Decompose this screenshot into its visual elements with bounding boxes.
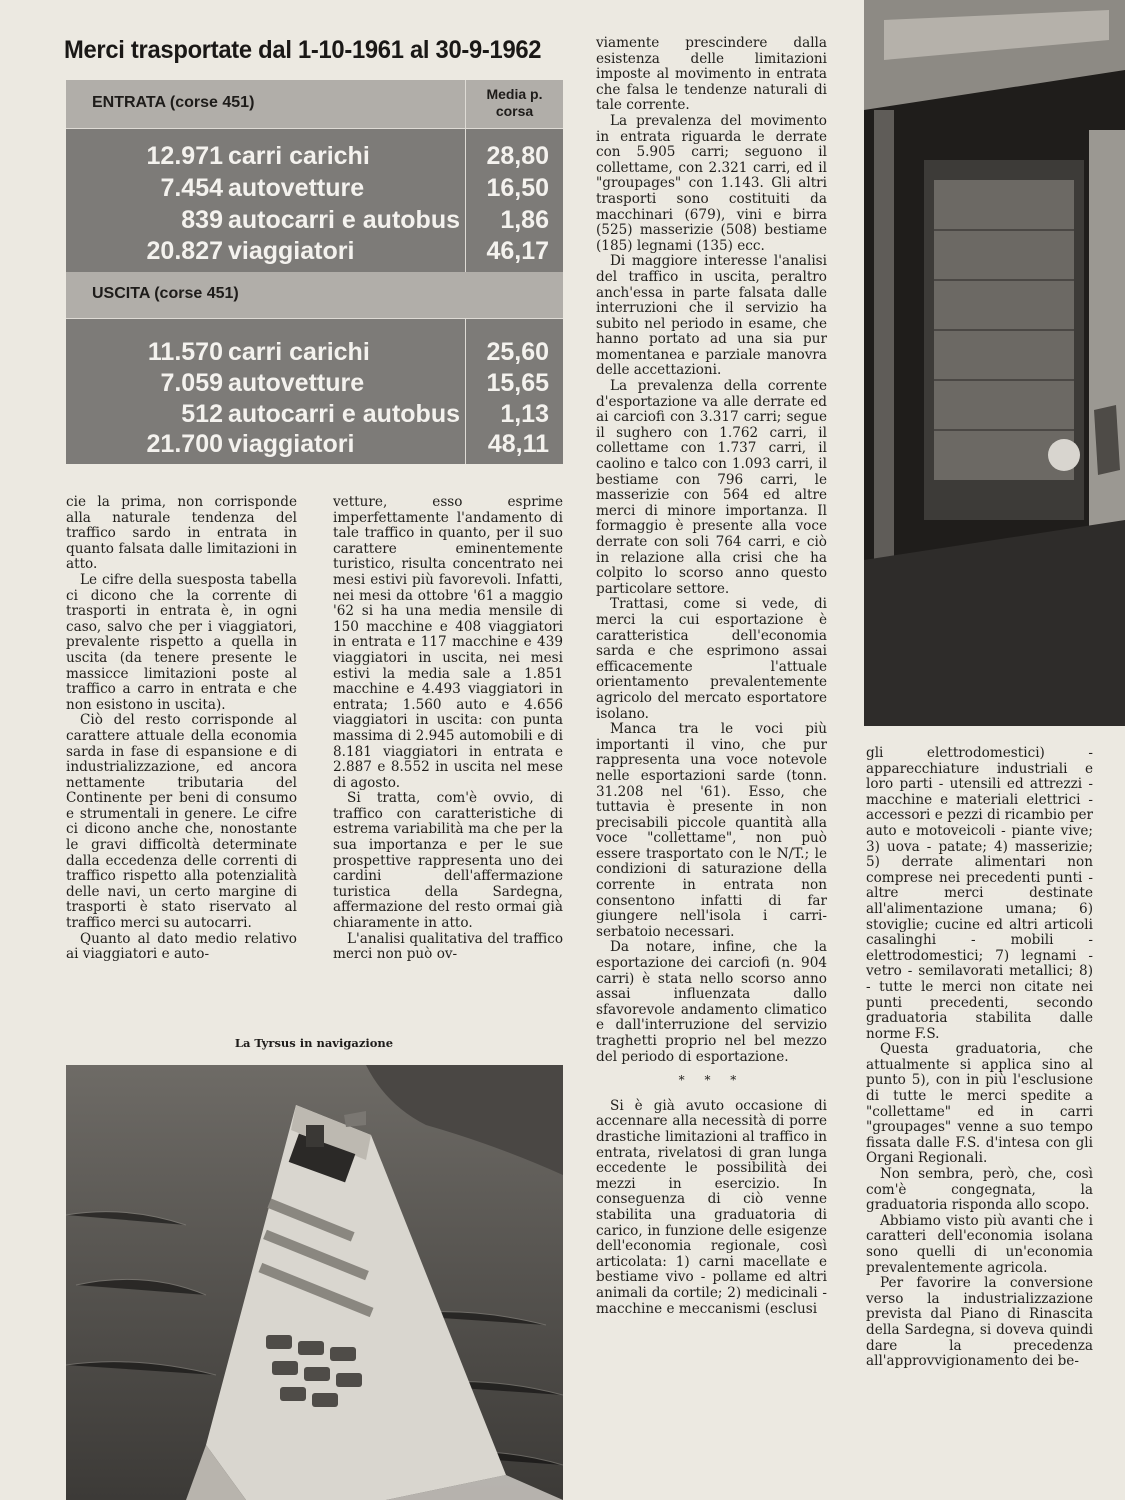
paragraph: Le cifre della suesposta tabella ci dicono che la corrente di trasporti in entrata è, in ogni caso, salvo che per i viaggiatori, prevalente rispetto a quella in uscita (da tenere presente le massicce limitazioni poste al traffico a carro in entrata e che non esistono in uscita). — [66, 571, 297, 713]
text-column-2 — [333, 495, 563, 963]
row-count: 839 — [181, 206, 223, 234]
table-row — [66, 174, 563, 205]
row-count: 20.827 — [146, 237, 223, 265]
headline: Merci trasportate dal 1-10-1961 al 30-9-1962 — [64, 36, 542, 64]
media-header-line1: Media p. — [486, 86, 543, 102]
row-count: 11.570 — [147, 338, 223, 366]
paragraph: Per favorire la conversione verso la industrializzazione prevista dal Piano di Rinascita della Sardegna, si doveva quindi dare la precedenza all'approvvigionamento dei be- — [866, 1275, 1093, 1370]
row-average: 1,86 — [500, 206, 549, 234]
row-average: 16,50 — [486, 174, 549, 202]
row-label: autocarri e autobus — [228, 206, 460, 234]
row-label: autovetture — [228, 369, 365, 397]
paragraph: Quanto al dato medio relativo ai viaggiatori e auto- — [66, 930, 297, 963]
media-header-line2: corsa — [495, 103, 534, 119]
row-label: autovetture — [228, 174, 365, 202]
ship-photo — [66, 1065, 563, 1500]
paragraph: Di maggiore interesse l'analisi del traffico in uscita, peraltro anch'essa in parte falsata dalle interruzioni che il servizio ha subito nel periodo in esame, che hanno portato ad una sia pur momentanea e parziale manovra delle accettazioni. — [596, 253, 827, 379]
row-count: 7.454 — [160, 174, 223, 202]
row-label: carri carichi — [228, 338, 370, 366]
row-average: 1,13 — [500, 400, 549, 428]
row-average: 15,65 — [486, 369, 549, 397]
paragraph: Non sembra, però, che, così com'è congegnata, la graduatoria risponda allo scopo. — [866, 1166, 1093, 1214]
paragraph: L'analisi qualitativa del traffico merci non può ov- — [333, 930, 563, 963]
ship-interior-photo — [864, 0, 1125, 726]
row-label: autocarri e autobus — [228, 400, 460, 428]
paragraph: Trattasi, come si vede, di merci la cui esportazione è caratteristica dell'economia sarda e che esprimono assai efficacemente l'attuale orientamento prevalentemente agricolo del mercato esportatore isolano. — [596, 596, 827, 722]
text-column-1 — [66, 495, 297, 963]
paragraph: Da notare, infine, che la esportazione dei carciofi (n. 904 carri) è stata nello scorso anno assai influenzata dallo sfavorevole andamento climatico e dall'interruzione del servizio traghetti proprio nel bel mezzo del periodo di esportazione. — [596, 939, 827, 1065]
table-row — [66, 142, 563, 173]
table-row — [66, 369, 563, 400]
paragraph: La prevalenza del movimento in entrata riguarda le derrate con 5.905 carri; seguono il collettame, con 2.321 carri, ed il "groupages" con 1.143. Gli altri trasporti sono costituiti da macchinari (679), vini e birra (525) masserizie (508) bestiame (185) legnami (135) ecc. — [596, 112, 827, 254]
row-average: 46,17 — [486, 237, 549, 265]
row-count: 21.700 — [146, 430, 223, 458]
paragraph: gli elettrodomestici) - apparecchiature industriali e loro parti - utensili ed attrezzi - macchine e materiali elettrici - accessori e pezzi di ricambio per auto e motoveicoli - piante vive; 3) uova - patate; 4) masserizie; 5) derrate alimentari non comprese nei precedenti punti - altre merci destinate all'alimentazione umana; 6) stoviglie; cucine ed altri articoli casalinghi - mobili - elettrodomestici; 7) legnami - vetro - semilavorati metallici; 8) - tutte le merci non citate nei punti precedenti, secondo graduatoria stabilita dalle norme F.S. — [866, 745, 1093, 1042]
freight-table — [66, 80, 563, 464]
table-section-header-uscita — [66, 272, 563, 318]
paragraph: Abbiamo visto più avanti che i caratteri dell'economia isolana sono quelli di un'economia prevalentemente agricola. — [866, 1212, 1093, 1276]
text-column-4 — [866, 746, 1093, 1370]
paragraph: Questa graduatoria, che attualmente si applica sino al punto 5), con in più l'esclusione di tutte le merci spedite a "collettame" ed in carri "groupages" venne a suo tempo fissata dalle F.S. d'intesa con gli Organi Regionali. — [866, 1041, 1093, 1167]
media-header — [466, 80, 563, 120]
row-label: viaggiatori — [228, 237, 355, 265]
table-row — [66, 206, 563, 237]
row-label: viaggiatori — [228, 430, 355, 458]
row-count: 7.059 — [160, 369, 223, 397]
table-rule — [66, 128, 563, 129]
table-rule — [66, 318, 563, 319]
paragraph: viamente prescindere dalla esistenza delle limitazioni imposte al movimento in entrata che falsa le tendenze naturali di tale corrente. — [596, 35, 827, 114]
section-separator: * * * — [678, 1073, 745, 1088]
ship-illustration — [66, 1065, 563, 1500]
table-row — [66, 237, 563, 268]
table-section-header-entrata — [66, 80, 563, 128]
paragraph: cie la prima, non corrisponde alla naturale tendenza del traffico sardo in entrata in quanto falsata dalle limitazioni in atto. — [66, 494, 297, 573]
paragraph: Ciò del resto corrisponde al carattere attuale della economia sarda in fase di espansione e di industrializzazione, ed ancora nettamente tributaria del Continente per beni di consumo e strumentali in genere. Le cifre ci dicono anche che, nonostante le gravi difficoltà determinate dalla eccedenza delle correnti di traffico rispetto alla potenzialità delle navi, un certo margine di trasporti è stato riservato al traffico merci su autocarri. — [66, 712, 297, 932]
paragraph: Manca tra le voci più importanti il vino, che pur rappresenta una voce notevole nelle esportazioni sarde (tonn. 31.208 nel '61). Esso, che tuttavia è presente in non precisabili piccole quantità alla voce "collettame", non può essere trasportato con le N/T.; le condizioni di saturazione della corrente in entrata non consentono infatti di far giungere nell'isola i carri-serbatoio necessari. — [596, 721, 827, 940]
row-average: 28,80 — [486, 142, 549, 170]
photo-caption: La Tyrsus in navigazione — [234, 1036, 394, 1050]
paragraph: Si tratta, com'è ovvio, di traffico con caratteristiche di estrema variabilità ma che per la sua importanza e per le sue prospettive rappresenta uno dei cardini dell'affermazione turistica della Sardegna, affermazione del resto ormai già chiaramente in atto. — [333, 790, 563, 932]
table-row — [66, 400, 563, 431]
row-count: 12.971 — [146, 142, 223, 170]
row-count: 512 — [181, 400, 223, 428]
paragraph: La prevalenza della corrente d'esportazione va alle derrate ed ai carciofi con 3.317 carri; segue il sughero con 1.762 carri, il collettame con 1.737 carri, il caolino e talco con 1.093 carri, il bestiame con 796 carri, le masserizie con 564 ed altre merci di minore importanza. Il formaggio è presente alla voce derrate con soli 764 carri, e ciò in relazione alla crisi che ha colpito lo scorso anno questo particolare settore. — [596, 378, 827, 597]
row-average: 25,60 — [486, 338, 549, 366]
uscita-label: USCITA (corse 451) — [92, 285, 239, 302]
paragraph: vetture, esso esprime imperfettamente l'andamento di tale traffico in quanto, per il suo carattere eminentemente turistico, risulta concentrato nei mesi estivi più favorevoli. Infatti, nei mesi da ottobre '61 a maggio '62 si ha una media mensile di 150 macchine e 408 viaggiatori in entrata e 117 macchine e 439 viaggiatori in uscita, nei mesi estivi la media sale a 1.851 macchine e 4.493 viaggiatori in entrata; 1.560 auto e 4.656 viaggiatori in uscita: con punta massima di 2.945 automobili e di 8.181 viaggiatori in entrata e 2.887 e 8.552 in uscita nel mese di agosto. — [333, 494, 563, 791]
row-average: 48,11 — [487, 430, 549, 458]
paragraph: Si è già avuto occasione di accennare alla necessità di porre drastiche limitazioni al traffico in entrata, rivelatosi di gran lunga eccedente le possibilità dei mezzi in esercizio. In conseguenza di ciò venne stabilita una graduatoria di carico, in funzione delle esigenze dell'economia regionale, così articolata: 1) carni macellate e bestiame vivo - pollame ed altri animali da cortile; 2) medicinali - macchine e meccanismi (esclusi — [596, 1097, 827, 1317]
ship-interior-illustration — [864, 0, 1125, 726]
text-column-3 — [596, 36, 827, 1317]
table-row — [66, 338, 563, 369]
row-label: carri carichi — [228, 142, 370, 170]
table-row — [66, 430, 563, 461]
entrata-label: ENTRATA (corse 451) — [92, 94, 255, 111]
